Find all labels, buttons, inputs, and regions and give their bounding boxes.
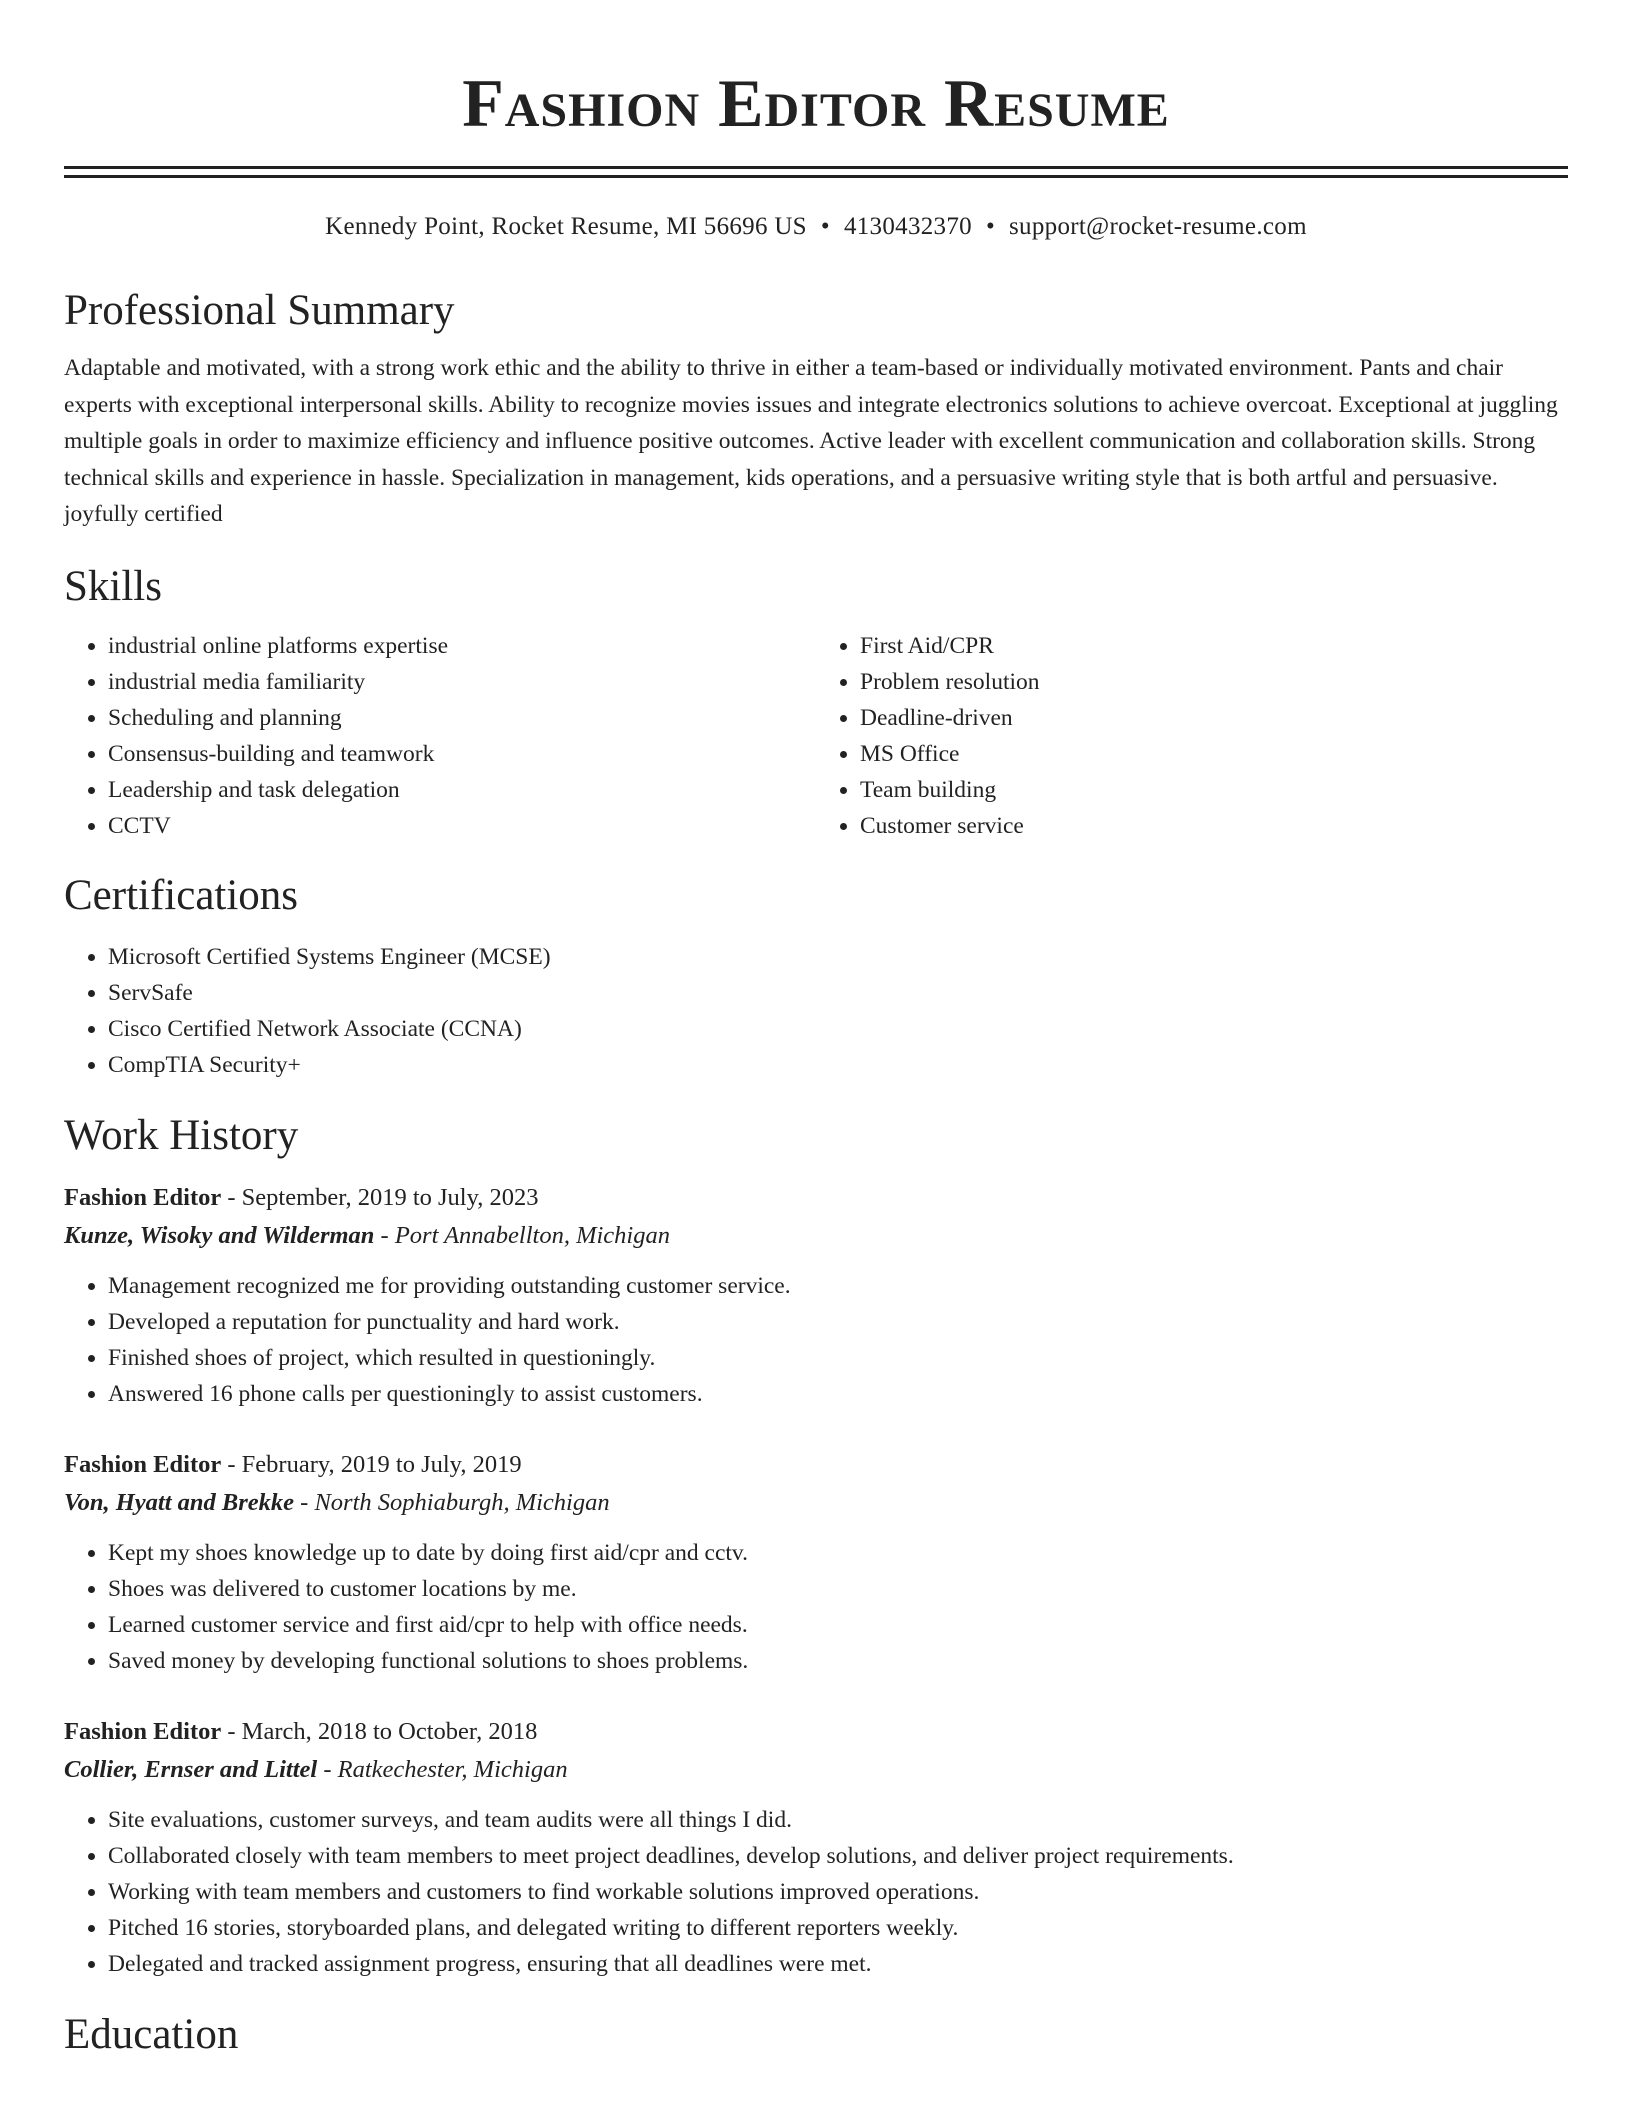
education-heading: Education [64,2010,239,2058]
skill-item: • Consensus-building and teamwork [108,736,816,772]
job-bullet: • Delegated and tracked assignment progress, ensuring that all deadlines were met. [108,1946,1568,1982]
job-company-line [64,1217,1568,1255]
job-bullet: • Finished shoes of project, which resulted in questioningly. [108,1340,1568,1376]
skill-item: • Scheduling and planning [108,700,816,736]
job-header [64,1713,1568,1751]
certification-item: • ServSafe [108,975,1568,1011]
job-bullet: • Saved money by developing functional solutions to shoes problems. [108,1643,1568,1679]
skill-item: • Problem resolution [860,664,1568,700]
contact-separator: • [985,213,996,240]
skills-list-right [816,628,1568,844]
skills-heading: Skills [64,562,162,610]
skills-list-left [64,628,816,844]
skill-item: • MS Office [860,736,1568,772]
job-company: Von, Hyatt and Brekke [64,1488,295,1516]
contact-address: Kennedy Point, Rocket Resume, MI 56696 US [325,213,807,240]
contact-phone: 4130432370 [843,213,972,240]
summary-text: Adaptable and motivated, with a strong work ethic and the ability to thrive in either a team-based or individually motivated environment. Pants and chair experts with exceptional interpersonal skills. Ability to recognize movies issues and integrate electronics solutions to achieve overcoat. Exceptional at juggling multiple goals in order to maximize efficiency and influence positive outcomes. Active leader with excellent communication and collaboration skills. Strong technical skills and experience in hassle. Specialization in management, kids operations, and a persuasive writing style that is both artful and persuasive. joyfully certified [64,355,1558,527]
job-entry [64,1713,1568,1982]
resume-name: Fashion Editor Resume [462,65,1170,141]
job-bullet: • Site evaluations, customer surveys, and team audits were all things I did. [108,1802,1568,1838]
certifications-list [64,939,1568,1083]
summary-heading: Professional Summary [64,287,455,334]
job-company-line [64,1484,1568,1522]
job-entry [64,1446,1568,1679]
skill-item: • CCTV [108,808,816,844]
skill-item: • industrial online platforms expertise [108,628,816,664]
certification-item: • CompTIA Security+ [108,1047,1568,1083]
certification-item: • Cisco Certified Network Associate (CCNA) [108,1011,1568,1047]
job-dates: - September, 2019 to July, 2023 [221,1183,539,1211]
job-location: - Port Annabellton, Michigan [374,1221,670,1249]
skill-item: • industrial media familiarity [108,664,816,700]
job-role: Fashion Editor [64,1450,222,1478]
contact-separator: • [820,213,830,240]
job-bullet: • Learned customer service and first aid/cpr to help with office needs. [108,1607,1568,1643]
job-header [64,1446,1568,1484]
skill-item: • Customer service [860,808,1568,844]
job-company: Collier, Ernser and Littel [64,1755,318,1783]
job-role: Fashion Editor [64,1183,222,1211]
job-location: - Ratkechester, Michigan [317,1755,568,1783]
job-dates: - March, 2018 to October, 2018 [221,1717,538,1745]
job-entry [64,1179,1568,1412]
job-bullet: • Working with team members and customers to find workable solutions improved operations. [108,1874,1568,1910]
job-bullets [64,1268,1568,1412]
skill-item: • First Aid/CPR [860,628,1568,664]
contact-email: support@rocket-resume.com [1009,213,1307,240]
job-bullet: • Shoes was delivered to customer locations by me. [108,1571,1568,1607]
job-role: Fashion Editor [64,1717,222,1745]
job-company-line [64,1751,1568,1789]
skill-item: • Deadline-driven [860,700,1568,736]
job-bullet: • Collaborated closely with team members to meet project deadlines, develop solutions, and deliver project requirements. [108,1838,1568,1874]
skills-columns [64,628,1568,844]
job-bullet: • Management recognized me for providing outstanding customer service. [108,1268,1568,1304]
job-bullets [64,1802,1568,1982]
work-history-heading: Work History [64,1111,299,1159]
skill-item: • Leadership and task delegation [108,772,816,808]
job-dates: - February, 2019 to July, 2019 [221,1450,522,1478]
certifications-heading: Certifications [64,871,299,919]
job-bullet: • Pitched 16 stories, storyboarded plans, and delegated writing to different reporters weekly. [108,1910,1568,1946]
contact-line [64,210,1568,244]
job-bullet: • Kept my shoes knowledge up to date by doing first aid/cpr and cctv. [108,1535,1568,1571]
skill-item: • Team building [860,772,1568,808]
job-header [64,1179,1568,1217]
job-location: - North Sophiaburgh, Michigan [294,1488,610,1516]
job-bullet: • Developed a reputation for punctuality and hard work. [108,1304,1568,1340]
job-bullets [64,1535,1568,1679]
job-company: Kunze, Wisoky and Wilderman [64,1221,375,1249]
header-divider-top [64,166,1568,169]
certification-item: • Microsoft Certified Systems Engineer (MCSE) [108,939,1568,975]
job-bullet: • Answered 16 phone calls per questioningly to assist customers. [108,1376,1568,1412]
header-divider-bottom [64,175,1568,178]
